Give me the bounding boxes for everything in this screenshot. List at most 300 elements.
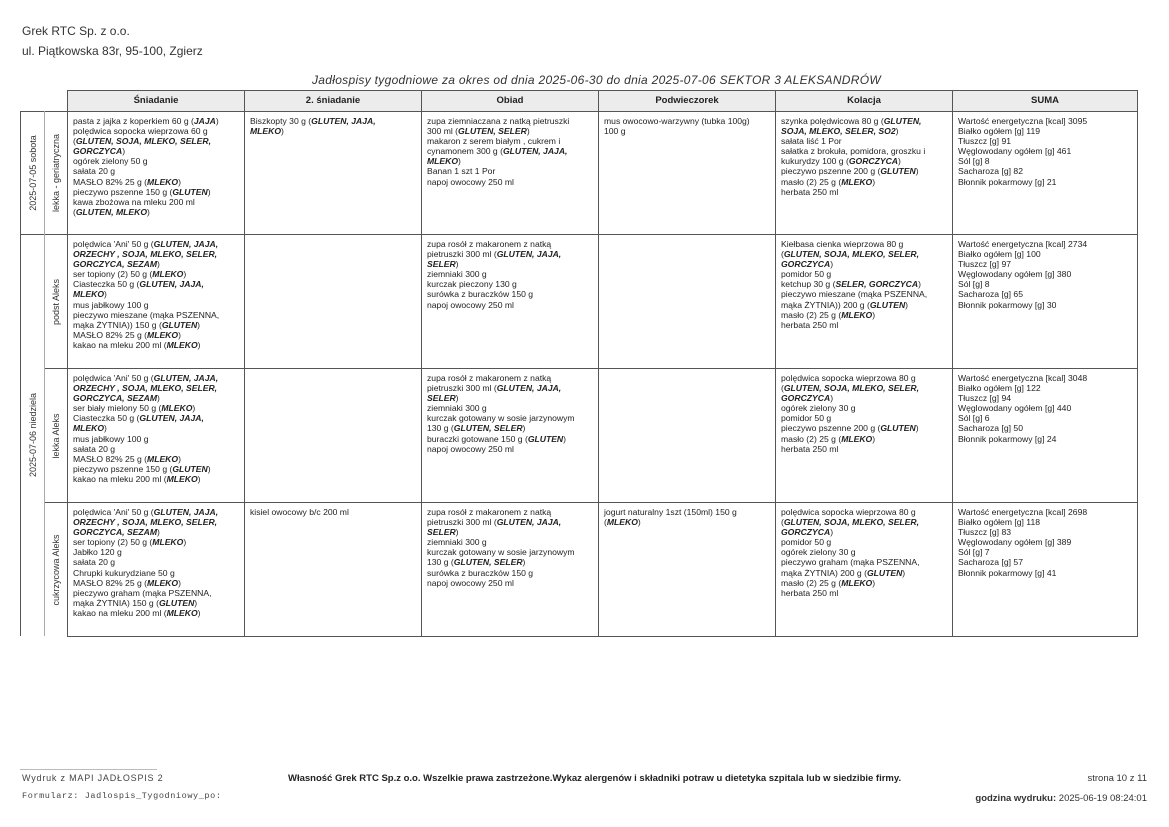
menu-line (781, 249, 948, 259)
dish-text: Tłuszcz [g] 97 (958, 259, 1012, 270)
allergens: ORZECHY , SOJA, MLEKO, SELER, (73, 383, 218, 394)
dish-text-suffix: ) (455, 393, 459, 404)
allergens: GORCZYCA (73, 146, 123, 157)
menu-line (73, 116, 240, 126)
dish-text: pieczywo pszenne 150 g ( (73, 186, 173, 197)
menu-line (73, 568, 240, 578)
menu-line (250, 116, 417, 126)
dinner-cell (776, 112, 953, 235)
menu-line (73, 547, 240, 557)
menu-line (604, 116, 771, 126)
menu-line (781, 279, 948, 289)
column-header: Śniadanie (68, 91, 245, 112)
allergens: MLEKO (147, 577, 179, 588)
dish-text: 130 g ( (427, 557, 454, 568)
dish-text: Wartość energetyczna [kcal] 3095 (958, 116, 1088, 126)
allergens: GLUTEN, JAJA, (496, 249, 562, 260)
dish-text: Węglowodany ogółem [g] 380 (958, 269, 1072, 280)
menu-line (73, 537, 240, 547)
menu-line (958, 239, 1133, 249)
dish-text: szynka polędwicowa 80 g ( (781, 116, 884, 126)
dish-text: Tłuszcz [g] 83 (958, 527, 1012, 538)
company-address: ul. Piątkowska 83r, 95-100, Zgierz (22, 44, 203, 58)
menu-line (958, 413, 1133, 423)
dish-text-suffix: ) (915, 166, 919, 177)
dish-text-suffix: ) (915, 423, 919, 434)
dish-text: herbata 250 ml (781, 587, 839, 598)
allergens: GLUTEN, JAJA, (139, 279, 204, 290)
allergens: GLUTEN, JAJA, (502, 146, 568, 157)
dish-text: Sacharoza [g] 65 (958, 289, 1023, 300)
dish-text: polędwica sopocka wieprzowa 60 g (73, 126, 208, 137)
dish-text-suffix: ) (197, 473, 201, 484)
menu-line (781, 166, 948, 176)
menu-line (427, 146, 594, 156)
menu-line (427, 568, 594, 578)
dish-text: surówka z buraczków 150 g (427, 567, 534, 578)
dish-text: 130 g ( (427, 423, 454, 434)
dish-text: ziemniaki 300 g (427, 403, 487, 414)
dish-text: Białko ogółem [g] 122 (958, 383, 1041, 394)
allergens: MLEKO (166, 473, 198, 484)
day-date-cell (21, 112, 45, 235)
menu-line (958, 177, 1133, 187)
menu-line (427, 136, 594, 146)
menu-line (73, 166, 240, 176)
dish-text-suffix: ) (104, 423, 107, 434)
dish-text: napoj owocowy 250 ml (427, 299, 514, 310)
dish-text-suffix: ) (898, 156, 901, 167)
dish-text: pietruszki 300 ml ( (427, 517, 497, 528)
dish-text-suffix: ) (197, 607, 201, 618)
menu-line (73, 517, 240, 527)
snack-cell (599, 235, 776, 369)
menu-line (781, 423, 948, 433)
menu-line (73, 608, 240, 618)
header-blank (21, 91, 45, 112)
dish-text: Sacharoza [g] 57 (958, 557, 1023, 568)
dish-text: kukurydzy 100 g ( (781, 156, 849, 167)
dish-text: makaron z serem białym , cukrem i (427, 136, 561, 147)
dish-text: polędwica sopocka wieprzowa 80 g (781, 373, 916, 383)
menu-line (73, 177, 240, 187)
dinner-cell (776, 235, 953, 369)
menu-line (781, 289, 948, 299)
menu-line (781, 434, 948, 444)
dish-text-suffix: ) (183, 269, 187, 280)
dish-text: pomidor 50 g (781, 537, 832, 548)
allergens: MLEKO (606, 517, 638, 528)
menu-line (958, 259, 1133, 269)
menu-line (781, 517, 948, 527)
allergens: GLUTEN, SOJA, MLEKO, SELER, (783, 517, 919, 528)
dish-text: polędwica 'Ani' 50 g ( (73, 239, 154, 249)
menu-line (73, 444, 240, 454)
dish-text: Wartość energetyczna [kcal] 2698 (958, 507, 1088, 517)
menu-line (73, 207, 240, 217)
menu-line (427, 423, 594, 433)
dish-text: pomidor 50 g (781, 413, 832, 424)
menu-line (73, 474, 240, 484)
dish-text-suffix: ) (157, 527, 160, 538)
dish-text-suffix: ) (281, 126, 284, 137)
menu-line (958, 279, 1133, 289)
dish-text-suffix: ) (157, 393, 160, 404)
menu-line (958, 423, 1133, 433)
dish-text-suffix: ) (207, 463, 211, 474)
menu-line (73, 300, 240, 310)
menu-line (427, 259, 594, 269)
dish-text-suffix: ) (178, 577, 181, 588)
print-time-value: 2025-06-19 08:24:01 (1058, 793, 1147, 804)
dish-text: polędwica 'Ani' 50 g ( (73, 507, 154, 517)
menu-line (427, 578, 594, 588)
dish-text: Białko ogółem [g] 118 (958, 517, 1041, 528)
dish-text: Białko ogółem [g] 119 (958, 126, 1041, 137)
dish-text: Sól [g] 6 (958, 413, 990, 424)
dish-text: MASŁO 82% 25 g ( (73, 176, 148, 187)
dish-text-suffix: ) (522, 557, 526, 568)
summary-cell (953, 503, 1138, 637)
menu-line (73, 249, 240, 259)
dish-text: napoj owocowy 250 ml (427, 443, 514, 454)
menu-line (781, 320, 948, 330)
menu-line (781, 547, 948, 557)
menu-line (958, 547, 1133, 557)
menu-line (427, 547, 594, 557)
dish-text: Sól [g] 8 (958, 279, 990, 290)
dish-text: Sacharoza [g] 82 (958, 166, 1023, 177)
dish-text: Tłuszcz [g] 91 (958, 136, 1012, 147)
dish-text-suffix: ) (902, 567, 906, 578)
menu-line (958, 568, 1133, 578)
menu-line (604, 517, 771, 527)
dish-text: pieczywo graham (mąka PSZENNA, (73, 587, 212, 598)
footer-page-number: strona 10 z 11 (1087, 773, 1147, 784)
menu-line (781, 537, 948, 547)
table-row (21, 503, 1138, 637)
dish-text: kakao na mleku 200 ml ( (73, 473, 167, 484)
day-date: 2025-07-06 niedziela (27, 392, 38, 477)
summary-cell (953, 235, 1138, 369)
menu-line (781, 239, 948, 249)
dish-text-suffix: ) (192, 403, 196, 414)
second-breakfast-cell (245, 503, 422, 637)
header-blank (45, 91, 68, 112)
menu-line (427, 239, 594, 249)
dish-text: ( (781, 517, 784, 528)
menu-line (427, 413, 594, 423)
table-row (21, 235, 1138, 369)
dish-text: masło (2) 25 g ( (781, 577, 842, 588)
dish-text: ( (73, 206, 76, 217)
allergens: MLEKO (152, 537, 184, 548)
dish-text: kisiel owocowy b/c 200 ml (250, 507, 349, 517)
column-header: Podwieczorek (599, 91, 776, 112)
allergens: MLEKO (73, 289, 105, 300)
dish-text: sałatka z brokuła, pomidora, groszku i (781, 146, 926, 157)
dish-text: ( (781, 383, 784, 394)
allergens: MLEKO (73, 423, 105, 434)
menu-line (781, 126, 948, 136)
menu-line (73, 557, 240, 567)
menu-line (781, 444, 948, 454)
dish-text: pasta z jajka z koperkiem 60 g ( (73, 116, 194, 126)
menu-line (781, 310, 948, 320)
summary-cell (953, 369, 1138, 503)
menu-line (958, 393, 1133, 403)
dish-text: ser biały mielony 50 g ( (73, 403, 162, 414)
menu-line (73, 434, 240, 444)
dish-text: Białko ogółem [g] 100 (958, 249, 1041, 260)
allergens: GLUTEN (869, 299, 906, 310)
menu-line (958, 289, 1133, 299)
dish-text: Sacharoza [g] 50 (958, 423, 1023, 434)
footer-divider (20, 769, 157, 770)
menu-line (958, 116, 1133, 126)
menu-line (427, 507, 594, 517)
dish-text: ( (781, 249, 784, 260)
menu-line (427, 557, 594, 567)
allergens: MLEKO (161, 403, 193, 414)
menu-line (73, 187, 240, 197)
dish-text-suffix: ) (872, 577, 876, 588)
summary-cell (953, 112, 1138, 235)
dish-text: Jabłko 120 g (73, 547, 122, 558)
diet-name: cukrzycowa Aleks (50, 533, 61, 606)
allergens: MLEKO (841, 433, 873, 444)
menu-line (958, 249, 1133, 259)
dish-text: kurczak gotowany w sosie jarzynowym (427, 413, 575, 424)
diet-name-cell (45, 235, 68, 369)
menu-line (781, 136, 948, 146)
dish-text-suffix: ) (872, 433, 876, 444)
menu-line (958, 383, 1133, 393)
menu-line (73, 310, 240, 320)
allergens: ORZECHY , SOJA, MLEKO, SELER, (73, 249, 218, 260)
dish-text: Wartość energetyczna [kcal] 2734 (958, 239, 1088, 249)
menu-line (73, 320, 240, 330)
header-row (21, 91, 1138, 112)
menu-line (958, 373, 1133, 383)
menu-line (73, 279, 240, 289)
allergens: GLUTEN, SOJA, MLEKO, SELER, (783, 249, 919, 260)
dish-text: kawa zbożowa na mleku 200 ml (73, 196, 195, 207)
dish-text: sałata 20 g (73, 443, 116, 454)
allergens: GORCZYCA (781, 259, 831, 270)
dish-text: kakao na mleku 200 ml ( (73, 607, 167, 618)
menu-line (427, 527, 594, 537)
dinner-cell (776, 369, 953, 503)
second-breakfast-cell (245, 235, 422, 369)
dish-text-suffix: ) (455, 527, 459, 538)
menu-line (958, 166, 1133, 176)
menu-line (427, 279, 594, 289)
allergens: GLUTEN (880, 166, 916, 177)
menu-line (73, 454, 240, 464)
dish-text: Kiełbasa cienka wieprzowa 80 g (781, 239, 904, 249)
menu-line (73, 423, 240, 433)
dish-text: polędwica sopocka wieprzowa 80 g (781, 507, 916, 517)
dish-text: napoj owocowy 250 ml (427, 176, 514, 187)
allergens: GLUTEN, JAJA, (153, 507, 219, 517)
allergens: GLUTEN (172, 186, 208, 197)
dish-text: pieczywo mieszane (mąka PSZENNA, (73, 309, 220, 320)
menu-line (958, 537, 1133, 547)
dish-text: Ciasteczka 50 g ( (73, 279, 140, 290)
menu-line (781, 557, 948, 567)
allergens: GLUTEN, SOJA, MLEKO, SELER, (783, 383, 919, 394)
column-header: Kolacja (776, 91, 953, 112)
table-row (21, 112, 1138, 235)
allergens: GLUTEN, JAJA, (496, 383, 562, 394)
dish-text: Banan 1 szt 1 Por (427, 166, 496, 177)
dish-text: MASŁO 82% 25 g ( (73, 577, 148, 588)
diet-name-cell (45, 112, 68, 235)
dish-text: Sól [g] 7 (958, 547, 990, 558)
dish-text: pieczywo pszenne 150 g ( (73, 463, 173, 474)
dinner-cell (776, 503, 953, 637)
page-title: Jadłospisy tygodniowe za okres od dnia 2025-06-30 do dnia 2025-07-06 SEKTOR 3 ALEKSANDRÓW (312, 73, 882, 87)
allergens: GLUTEN, JAJA, (153, 373, 219, 383)
lunch-cell (422, 112, 599, 235)
diet-name: podst Aleks (50, 278, 61, 325)
dish-text-suffix: ) (872, 176, 876, 187)
dish-text: kurczak gotowany w sosie jarzynowym (427, 547, 575, 558)
menu-line (958, 403, 1133, 413)
lunch-cell (422, 503, 599, 637)
menu-line (73, 598, 240, 608)
diet-name-cell (45, 503, 68, 637)
breakfast-cell (68, 503, 245, 637)
print-time-label: godzina wydruku: (975, 793, 1057, 804)
allergens: SOJA, MLEKO, SELER, SO2 (781, 126, 896, 137)
dish-text-suffix: ) (637, 517, 641, 528)
dish-text-suffix: ) (526, 126, 530, 137)
dish-text: Biszkopty 30 g ( (250, 116, 312, 126)
menu-line (427, 249, 594, 259)
allergens: SELER (427, 393, 456, 404)
dish-text-suffix: ) (895, 126, 899, 137)
dish-text: ser topiony (2) 50 g ( (73, 537, 153, 548)
dish-text-suffix: ) (194, 597, 198, 608)
allergens: GORCZYCA (848, 156, 899, 167)
allergens: MLEKO (152, 269, 184, 280)
allergens: MLEKO (250, 126, 282, 137)
menu-line (427, 269, 594, 279)
menu-line (781, 187, 948, 197)
footer-rights-notice: Własność Grek RTC Sp.z o.o. Wszelkie prawa zastrzeżone.Wykaz alergenów i składniki potraw u dietetyka szpitala lub w siedzibie firmy. (288, 773, 902, 784)
dish-text: ser topiony (2) 50 g ( (73, 269, 153, 280)
allergens: MLEKO (841, 309, 873, 320)
dish-text: Chrupki kukurydziane 50 g (73, 567, 175, 578)
menu-line (781, 527, 948, 537)
dish-text: 100 g (604, 126, 626, 137)
menu-line (781, 269, 948, 279)
dish-text-suffix: ) (872, 309, 876, 320)
dish-text: MASŁO 82% 25 g ( (73, 453, 148, 464)
dish-text: zupa ziemniaczana z natką pietruszki (427, 116, 570, 126)
menu-line (73, 383, 240, 393)
day-date-cell (21, 235, 45, 637)
allergens: MLEKO (841, 577, 873, 588)
dish-text: Błonnik pokarmowy [g] 21 (958, 176, 1057, 187)
menu-line (73, 330, 240, 340)
menu-line (604, 126, 771, 136)
menu-line (781, 578, 948, 588)
dish-text-suffix: ) (458, 156, 461, 167)
menu-line (73, 197, 240, 207)
dish-text: Ciasteczka 50 g ( (73, 413, 140, 424)
allergens: MLEKO (841, 176, 873, 187)
dish-text: mus owocowo-warzywny (tubka 100g) (604, 116, 750, 126)
dish-text: sałata liść 1 Por (781, 136, 842, 147)
dish-text: pietruszki 300 ml ( (427, 383, 497, 394)
dish-text: sałata 20 g (73, 166, 116, 177)
menu-line (73, 403, 240, 413)
dish-text: ziemniaki 300 g (427, 269, 487, 280)
menu-line (781, 413, 948, 423)
dish-text: kurczak pieczony 130 g (427, 279, 517, 290)
dish-text-suffix: ) (122, 146, 126, 157)
menu-line (73, 289, 240, 299)
allergens: MLEKO (427, 156, 459, 167)
dish-text-suffix: ) (183, 537, 187, 548)
dish-text: zupa rosół z makaronem z natką (427, 373, 552, 383)
menu-line (250, 507, 417, 517)
allergens: GLUTEN, SOJA, MLEKO, SELER, (75, 136, 211, 147)
table-row (21, 369, 1138, 503)
menu-line (427, 116, 594, 126)
allergens: ORZECHY , SOJA, MLEKO, SELER, (73, 517, 218, 528)
allergens: MLEKO (147, 329, 179, 340)
allergens: GLUTEN, SELER (453, 423, 523, 434)
breakfast-cell (68, 235, 245, 369)
dish-text: masło (2) 25 g ( (781, 309, 842, 320)
menu-line (427, 373, 594, 383)
allergens: GLUTEN, MLEKO (75, 206, 148, 217)
second-breakfast-cell (245, 369, 422, 503)
menu-line (73, 373, 240, 383)
menu-line (781, 393, 948, 403)
dish-text: Tłuszcz [g] 94 (958, 393, 1012, 404)
allergens: GLUTEN, SELER (458, 126, 527, 137)
menu-line (958, 136, 1133, 146)
menu-line (781, 177, 948, 187)
dish-text-suffix: ) (905, 299, 909, 310)
dish-text: mąka ŻYTNIA) 200 g ( (781, 567, 867, 578)
day-date: 2025-07-05 sobota (27, 135, 38, 211)
menu-line (73, 588, 240, 598)
menu-line (781, 383, 948, 393)
menu-line (73, 269, 240, 279)
dish-text: ziemniaki 300 g (427, 537, 487, 548)
allergens: GORCZYCA (781, 527, 831, 538)
dish-text: pieczywo graham (mąka PSZENNA, (781, 557, 920, 568)
allergens: GLUTEN (880, 423, 916, 434)
dish-text: mus jabłkowy 100 g (73, 433, 149, 444)
dish-text: Błonnik pokarmowy [g] 41 (958, 567, 1057, 578)
menu-line (73, 136, 240, 146)
menu-line (250, 126, 417, 136)
dish-text-suffix: ) (830, 527, 834, 538)
menu-line (73, 527, 240, 537)
dish-text: jogurt naturalny 1szt (150ml) 150 g (604, 507, 737, 517)
dish-text: herbata 250 ml (781, 186, 839, 197)
dish-text: Błonnik pokarmowy [g] 30 (958, 299, 1057, 310)
weekly-menu-table (20, 90, 1138, 637)
menu-line (958, 517, 1133, 527)
